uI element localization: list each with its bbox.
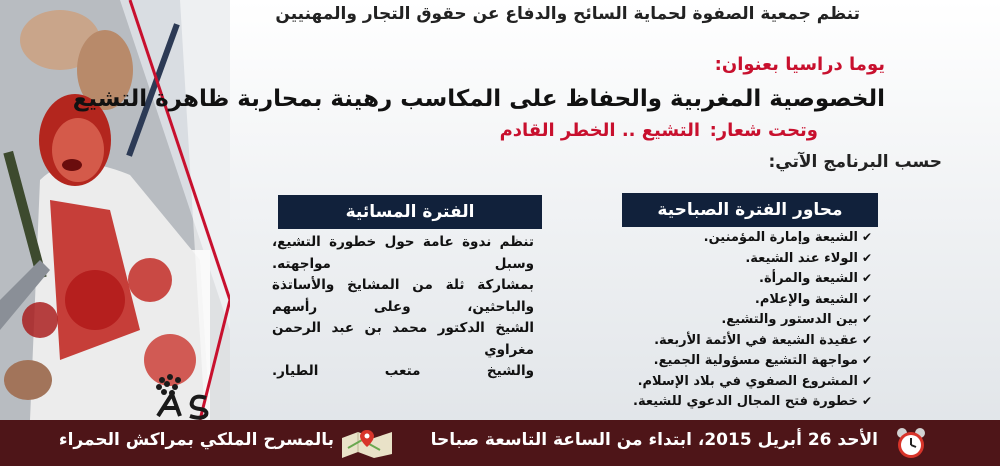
list-item — [604, 391, 872, 412]
morning-item-text: عقيدة الشيعة في الأئمة الأربعة. — [654, 332, 858, 348]
morning-item-text: الشيعة والإعلام. — [754, 291, 858, 307]
protest-photo — [0, 0, 230, 420]
list-item — [604, 268, 872, 289]
footer-bar — [0, 420, 1000, 466]
alarm-clock-icon — [894, 426, 928, 460]
evening-heading: الفترة المسائية — [278, 195, 542, 229]
morning-item-text: خطورة فتح المجال الدعوي للشيعة. — [633, 394, 858, 409]
list-item — [604, 289, 872, 310]
program-intro: حسب البرنامج الآتي: — [768, 152, 942, 172]
event-venue: بالمسرح الملكي بمراكش الحمراء — [58, 430, 334, 450]
morning-item-text: المشروع الصفوي في بلاد الإسلام. — [637, 373, 858, 389]
evening-line: والباحثين، وعلى رأسهم — [272, 298, 534, 315]
list-item — [604, 309, 872, 330]
evening-line: الشيخ الدكتور محمد بن عبد الرحمن — [272, 320, 534, 336]
check-icon: ✔ — [861, 250, 872, 265]
evening-line: بمشاركة ثلة من المشايخ والأساتذة — [272, 277, 534, 293]
main-title: الخصوصية المغربية والحفاظ على المكاسب رهينة بمحاربة ظاهرة التشيع — [72, 86, 885, 112]
map-pin-icon — [340, 428, 394, 458]
list-item — [604, 350, 872, 371]
check-icon: ✔ — [861, 291, 872, 306]
evening-line: وسبل مواجهته. — [272, 255, 534, 272]
morning-heading: محاور الفترة الصباحية — [622, 193, 878, 227]
list-item — [604, 371, 872, 392]
check-icon: ✔ — [861, 271, 872, 285]
evening-line: تنظم ندوة عامة حول خطورة التشيع، — [272, 234, 534, 250]
morning-item-text: الولاء عند الشيعة. — [745, 250, 858, 266]
lead-text: يوما دراسيا بعنوان: — [714, 54, 885, 75]
check-icon: ✔ — [861, 373, 872, 388]
check-icon: ✔ — [861, 394, 872, 408]
check-icon: ✔ — [861, 230, 872, 244]
check-icon: ✔ — [861, 353, 872, 367]
morning-item-text: بين الدستور والتشيع. — [721, 312, 858, 327]
list-item — [604, 330, 872, 351]
morning-item-text: مواجهة التشيع مسؤولية الجميع. — [653, 353, 858, 368]
morning-list — [604, 227, 872, 412]
morning-item-text: الشيعة والمرأة. — [759, 271, 858, 286]
morning-item-text: الشيعة وإمارة المؤمنين. — [703, 230, 858, 245]
slogan-text: التشيع .. الخطر القادم — [499, 120, 700, 141]
evening-line: والشيخ متعب الطيار. — [272, 363, 534, 379]
evening-text — [272, 232, 534, 383]
slogan-label: وتحت شعار: — [709, 120, 818, 141]
organizer-text: تنظم جمعية الصفوة لحماية السائح والدفاع عن حقوق التجار والمهنيين — [275, 4, 860, 24]
list-item — [604, 248, 872, 269]
check-icon: ✔ — [861, 332, 872, 347]
check-icon: ✔ — [861, 312, 872, 326]
evening-line: مغراوي — [484, 341, 534, 358]
event-date: الأحد 26 أبريل 2015، ابتداء من الساعة التاسعة صباحا — [430, 430, 878, 450]
list-item — [604, 227, 872, 248]
as-logo-icon — [150, 372, 212, 420]
